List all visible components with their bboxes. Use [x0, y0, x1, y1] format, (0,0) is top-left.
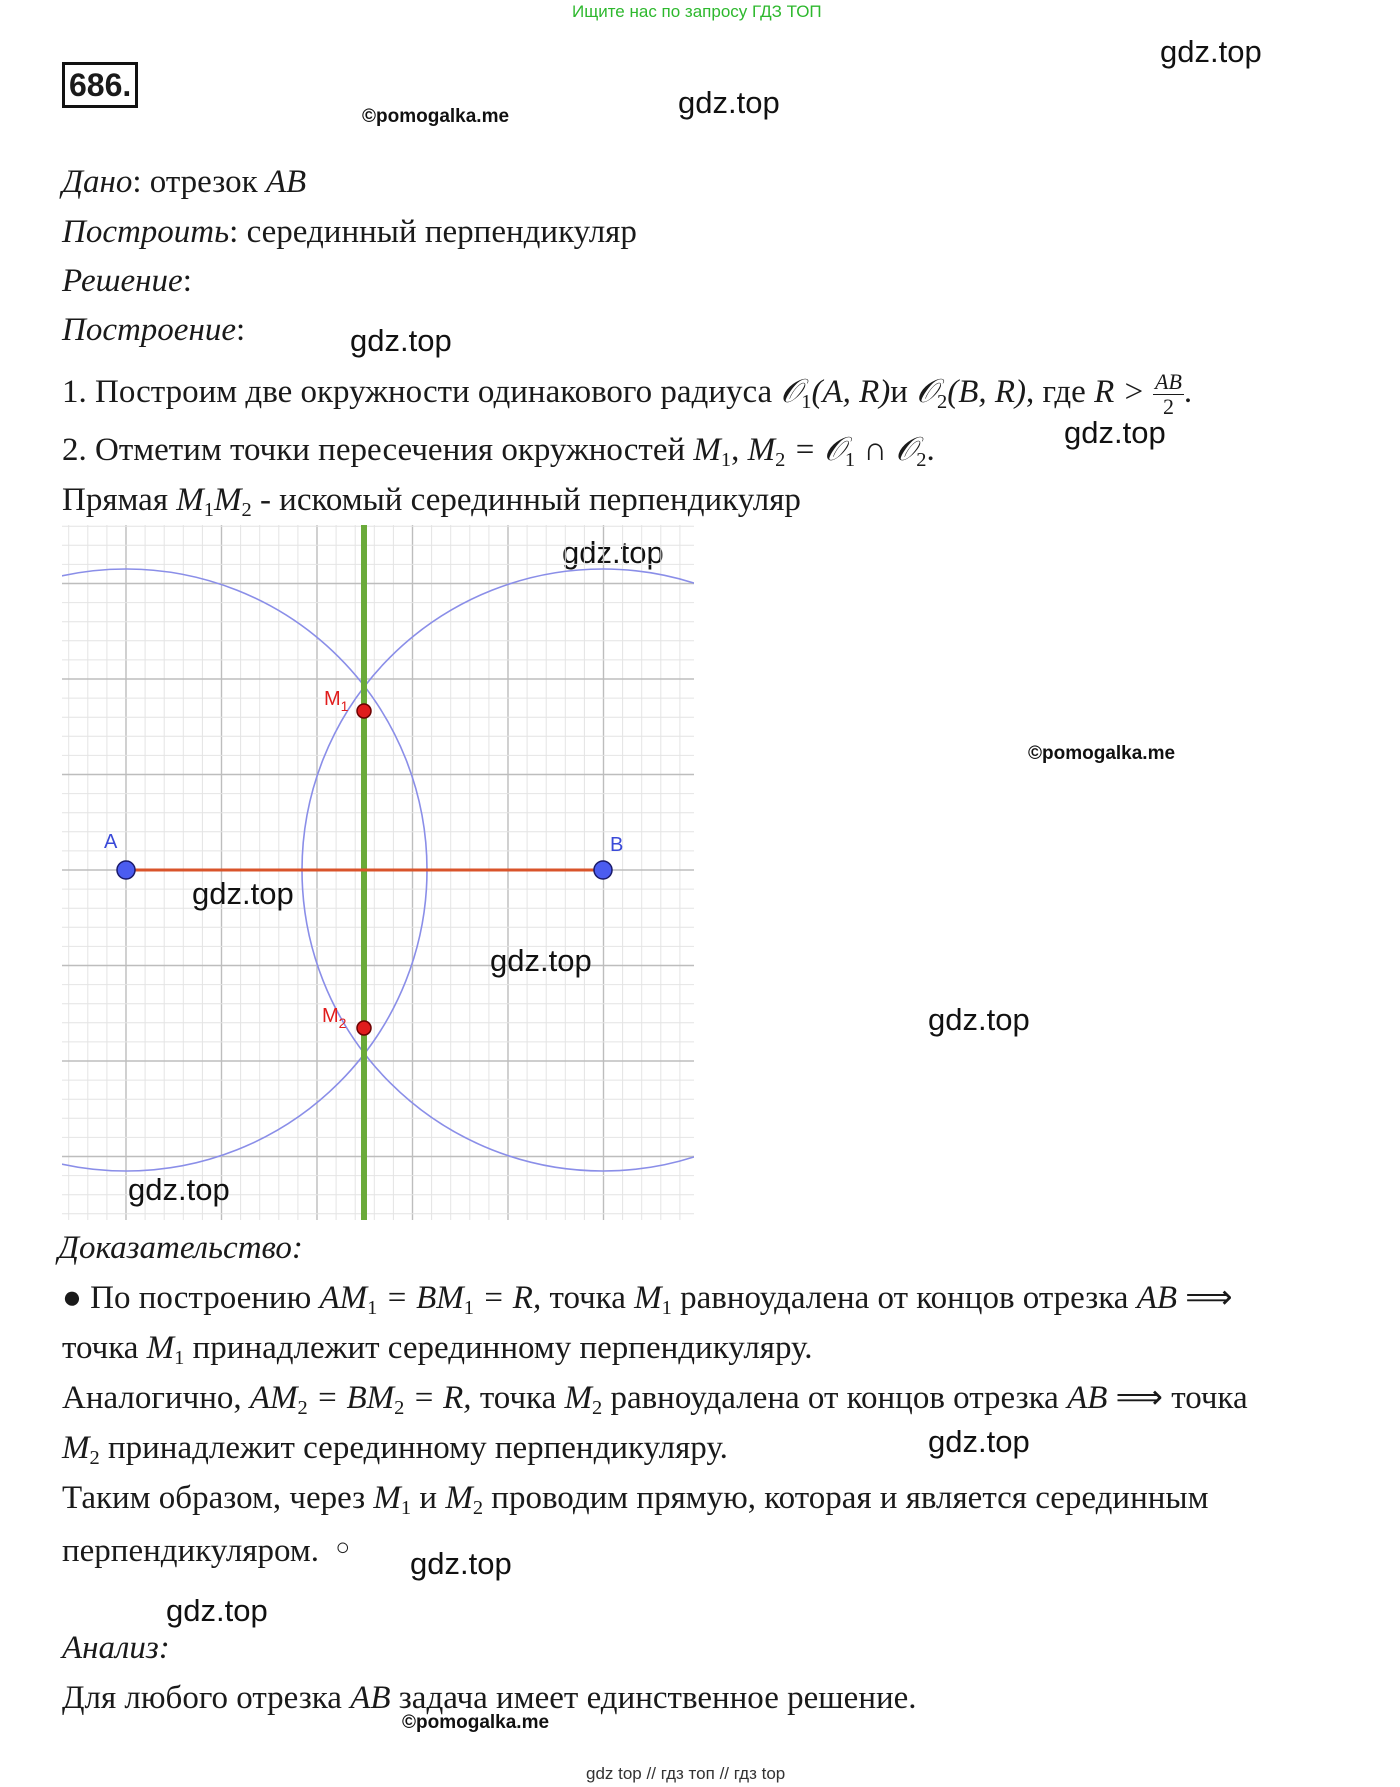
proof-line-4: $M_2$ принадлежит серединному перпендикуляру.	[62, 1430, 728, 1470]
footer-links	[586, 1764, 785, 1784]
footer-link-gdz-top-ru[interactable]: гдз топ	[660, 1764, 715, 1783]
proof-line-1: ● По построению $AM_1 = BM_1 = R$, точка $M_1$ равноудалена от концов отрезка AB ⟹	[62, 1280, 1233, 1320]
footer-link-gdz-top-mixed[interactable]: гдз top	[733, 1764, 786, 1783]
proof-line-3: Аналогично, $AM_2 = BM_2 = R$, точка $M_2$ равноудалена от концов отрезка AB ⟹ точка	[62, 1380, 1248, 1420]
point-m2	[357, 1021, 371, 1035]
watermark-pomogalka: ©pomogalka.me	[1028, 743, 1176, 764]
watermark-gdz: gdz.top	[928, 1424, 1030, 1459]
step-1: 1. Построим две окружности одинакового радиуса 𝒪$_1$(A, R)и 𝒪$_2$(B, R), где R > $\frac{AB}{2}$ .	[62, 369, 1193, 419]
watermark-gdz: gdz.top	[166, 1593, 268, 1628]
construction-figure	[62, 525, 694, 1220]
watermark-gdz: gdz.top	[490, 943, 592, 978]
footer-separator: //	[719, 1764, 730, 1783]
watermark-gdz: gdz.top	[410, 1546, 512, 1581]
watermark-pomogalka: ©pomogalka.me	[362, 106, 510, 127]
watermark-gdz: gdz.top	[1064, 415, 1166, 450]
label-b: B	[610, 834, 624, 856]
task-number: 686.	[62, 62, 138, 108]
footer-link-gdz-top[interactable]: gdz top	[586, 1764, 642, 1783]
promo-link[interactable]: Ищите нас по запросу ГДЗ ТОП	[572, 2, 822, 21]
watermark-gdz: gdz.top	[562, 535, 664, 570]
analysis-heading: Анализ:	[62, 1630, 170, 1666]
point-m1	[357, 704, 371, 718]
result-line: Прямая $M_1M_2$ - искомый серединный перпендикуляр	[62, 482, 801, 522]
watermark-pomogalka: ©pomogalka.me	[402, 1712, 550, 1733]
analysis-text: Для любого отрезка AB задача имеет единственное решение.	[62, 1680, 917, 1716]
label-m2: $M_2$	[322, 1005, 347, 1031]
fraction-ab-over-2: $\frac{AB}{2}$	[1155, 369, 1182, 419]
watermark-gdz: gdz.top	[350, 323, 452, 358]
label-a: A	[104, 831, 118, 853]
point-b	[594, 861, 612, 879]
label-m1: $M_1$	[324, 688, 349, 714]
construct-line: Построить: серединный перпендикуляр	[62, 214, 637, 250]
proof-line-6: перпендикуляром. ○	[62, 1533, 350, 1569]
proof-heading: Доказательство:	[58, 1230, 303, 1266]
proof-line-2: точка $M_1$ принадлежит серединному перпендикуляру.	[62, 1330, 813, 1370]
proof-line-5: Таким образом, через $M_1$ и $M_2$ проводим прямую, которая и является серединным	[62, 1480, 1209, 1520]
step-2: 2. Отметим точки пересечения окружностей $M_1$, $M_2$ = 𝒪$_1$ ∩ 𝒪$_2$.	[62, 432, 935, 472]
watermark-gdz: gdz.top	[928, 1002, 1030, 1037]
given-line: Дано: отрезок AB	[62, 164, 307, 200]
watermark-gdz: gdz.top	[128, 1172, 230, 1207]
watermark-gdz: gdz.top	[1160, 34, 1262, 69]
watermark-gdz: gdz.top	[678, 85, 780, 120]
watermark-gdz: gdz.top	[192, 876, 294, 911]
construction-heading: Построение:	[62, 312, 246, 348]
solution-heading: Решение:	[62, 263, 192, 299]
point-a	[117, 861, 135, 879]
footer-separator: //	[646, 1764, 656, 1783]
qed-mark: ○	[335, 1535, 350, 1561]
